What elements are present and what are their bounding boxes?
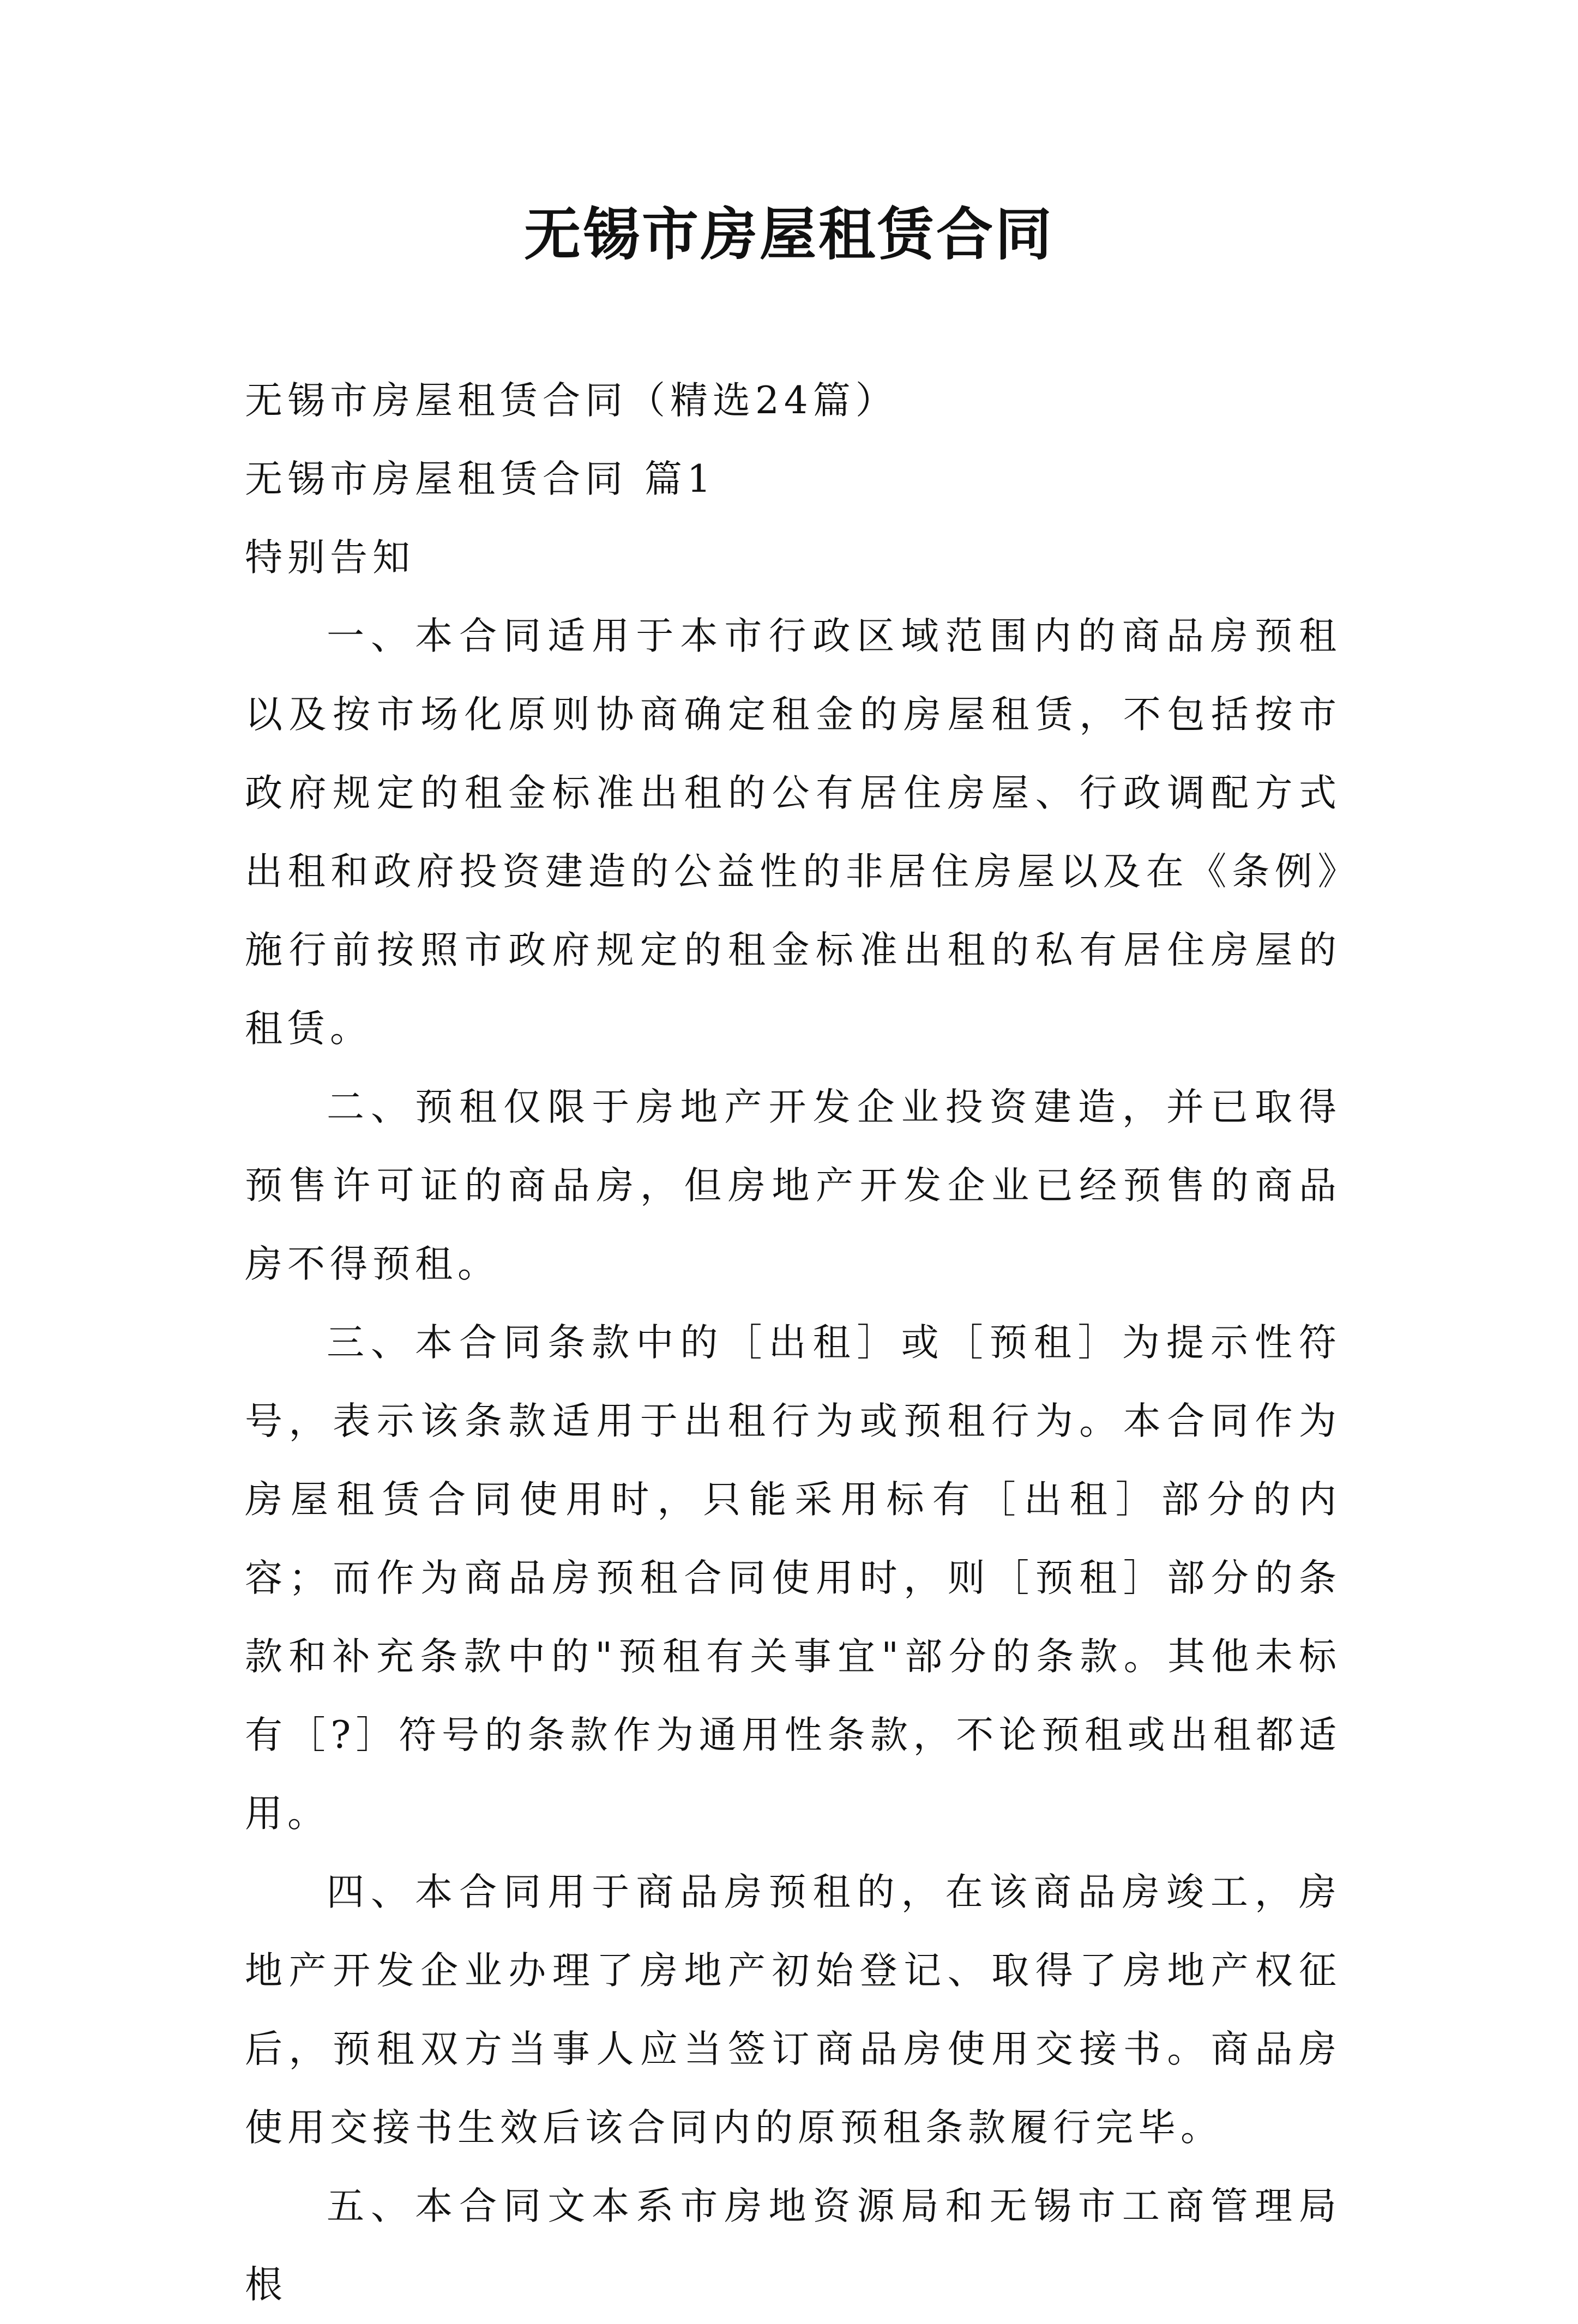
paragraph-1: 一、本合同适用于本市行政区域范围内的商品房预租以及按市场化原则协商确定租金的房屋租赁，不包括按市政府规定的租金标准出租的公有居住房屋、行政调配方式出租和政府投资建造的公益性的非居住房屋以及在《条例》施行前按照市政府规定的租金标准出租的私有居住房屋的租赁。 bbox=[245, 614, 1341, 1051]
paragraph-5: 五、本合同文本系市房地资源局和无锡市工商管理局根 bbox=[245, 2184, 1341, 2307]
paragraph-4: 四、本合同用于商品房预租的，在该商品房竣工，房地产开发企业办理了房地产初始登记、取得了房地产权征后，预租双方当事人应当签订商品房使用交接书。商品房使用交接书生效后该合同内的原预租条款履行完毕。 bbox=[245, 1870, 1341, 2150]
document-subtitle: 无锡市房屋租赁合同（精选24篇） bbox=[245, 379, 898, 422]
paragraph-3: 三、本合同条款中的［出租］或［预租］为提示性符号，表示该条款适用于出租行为或预租行为。本合同作为房屋租赁合同使用时，只能采用标有［出租］部分的内容；而作为商品房预租合同使用时，则［预租］部分的条款和补充条款中的"预租有关事宜"部分的条款。其他未标有［?］符号的条款作为通用性条款，不论预租或出租都适用。 bbox=[245, 1321, 1341, 1836]
paragraph-2: 二、预租仅限于房地产开发企业投资建造，并已取得预售许可证的商品房，但房地产开发企业已经预售的商品房不得预租。 bbox=[245, 1085, 1341, 1286]
document-body bbox=[245, 361, 1341, 2324]
section-heading: 无锡市房屋租赁合同 篇1 bbox=[245, 457, 716, 501]
document-title: 无锡市房屋租赁合同 bbox=[523, 201, 1054, 268]
notice-heading: 特别告知 bbox=[245, 536, 415, 580]
